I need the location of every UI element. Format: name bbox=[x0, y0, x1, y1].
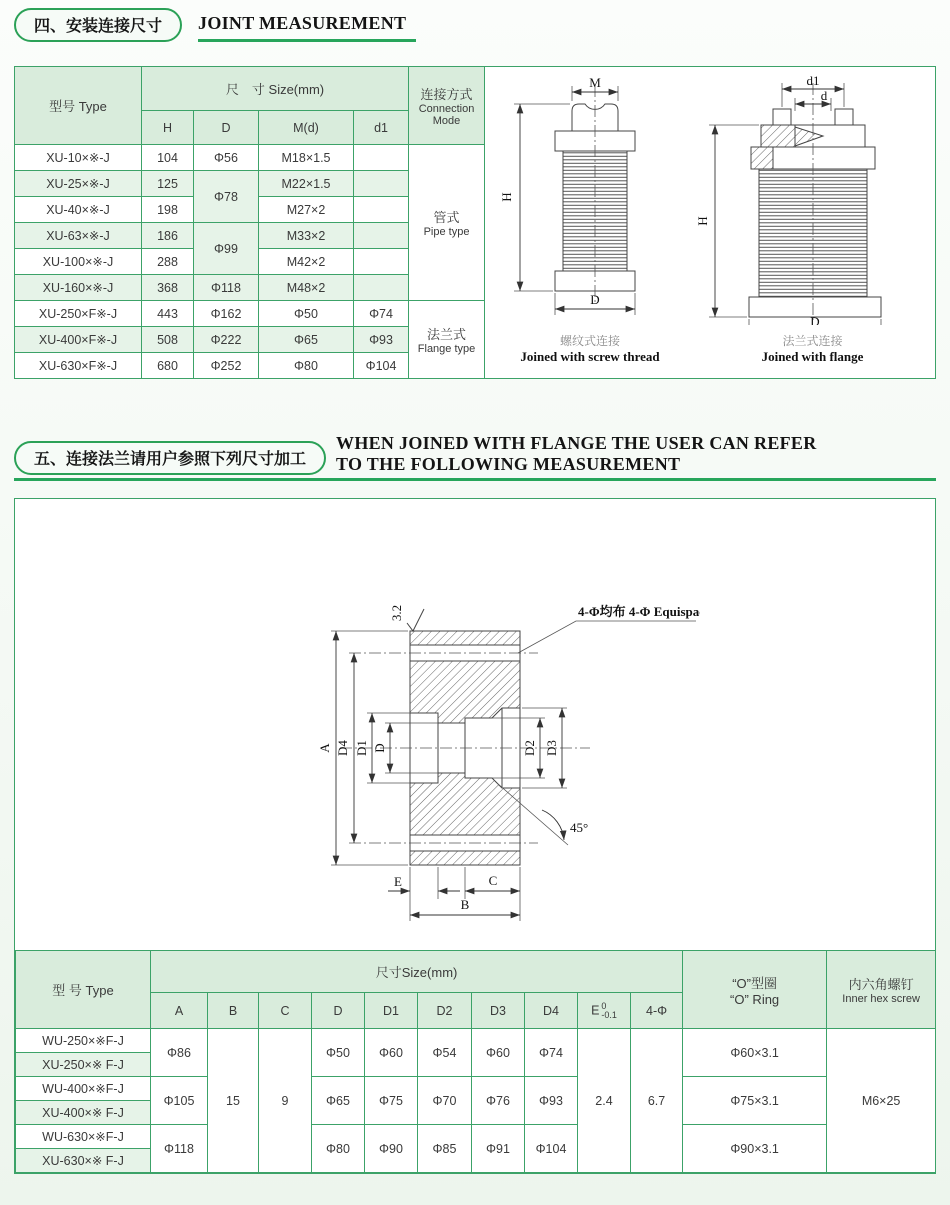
section5-header bbox=[14, 433, 936, 481]
col-header-d: D bbox=[194, 111, 259, 145]
equispace-label: 4-Φ均布 4-Φ Equispace bbox=[578, 604, 700, 619]
cell-d: Φ99 bbox=[194, 223, 259, 275]
col-header-c: C bbox=[259, 993, 312, 1029]
cell-d1 bbox=[354, 223, 409, 249]
col-header-type: 型号 Type bbox=[15, 67, 142, 145]
cell-md: M42×2 bbox=[259, 249, 354, 275]
flange-type-zh: 法兰式 bbox=[427, 327, 467, 342]
flange-connection-drawing bbox=[695, 75, 930, 325]
cell-d: Φ80 bbox=[312, 1125, 365, 1173]
cell-b: 15 bbox=[208, 1029, 259, 1173]
cell-md: Φ80 bbox=[259, 353, 354, 379]
cell-d4: Φ93 bbox=[525, 1077, 578, 1125]
screw-connection-figure bbox=[490, 75, 690, 365]
cell-d: Φ162 bbox=[194, 301, 259, 327]
cell-h: 125 bbox=[142, 171, 194, 197]
cell-h: 104 bbox=[142, 145, 194, 171]
cell-oring: Φ60×3.1 bbox=[683, 1029, 827, 1077]
cell-h: 508 bbox=[142, 327, 194, 353]
connection-drawings-panel bbox=[485, 66, 936, 379]
flange-type-en: Flange type bbox=[417, 343, 476, 355]
joint-measurement-panel bbox=[14, 66, 936, 379]
flange-measurement-table bbox=[15, 950, 936, 1173]
col-header-d2: D2 bbox=[418, 993, 472, 1029]
cell-md: M33×2 bbox=[259, 223, 354, 249]
cell-d1 bbox=[354, 197, 409, 223]
pipe-type-en: Pipe type bbox=[423, 226, 470, 238]
cell-d1: Φ93 bbox=[354, 327, 409, 353]
cell-oring: Φ75×3.1 bbox=[683, 1077, 827, 1125]
cell-type: WU-630×※F-J bbox=[16, 1125, 151, 1149]
section4-pill: 四、安装连接尺寸 bbox=[14, 8, 182, 42]
cell-connection-flange bbox=[409, 301, 485, 379]
flange-measurement-panel bbox=[14, 498, 936, 1174]
col-header-d1: D1 bbox=[365, 993, 418, 1029]
col-header-md: M(d) bbox=[259, 111, 354, 145]
dim-label-b: B bbox=[460, 897, 470, 912]
cell-d2: Φ54 bbox=[418, 1029, 472, 1077]
section5-title-line1: WHEN JOINED WITH FLANGE THE USER CAN REFER bbox=[336, 433, 817, 453]
cell-d1: Φ90 bbox=[365, 1125, 418, 1173]
cell-type: XU-250×※ F-J bbox=[16, 1053, 151, 1077]
table-row bbox=[16, 1125, 936, 1149]
col-header-4phi: 4-Φ bbox=[631, 993, 683, 1029]
col-header-connection bbox=[409, 67, 485, 145]
cell-type: XU-160×※-J bbox=[15, 275, 142, 301]
cell-md: M22×1.5 bbox=[259, 171, 354, 197]
dim-label-d1: D1 bbox=[354, 740, 369, 756]
cell-d: Φ222 bbox=[194, 327, 259, 353]
cell-d1 bbox=[354, 275, 409, 301]
pipe-type-zh: 管式 bbox=[433, 210, 460, 225]
dim-label-d4: D4 bbox=[335, 740, 350, 756]
oring-header-en: “O” Ring bbox=[730, 991, 780, 1007]
cell-h: 198 bbox=[142, 197, 194, 223]
hex-header-en: Inner hex screw bbox=[842, 993, 920, 1005]
cell-oring: Φ90×3.1 bbox=[683, 1125, 827, 1173]
section5-pill: 五、连接法兰请用户参照下列尺寸加工 bbox=[14, 441, 326, 475]
cell-type: XU-250×F※-J bbox=[15, 301, 142, 327]
cell-a: Φ105 bbox=[151, 1077, 208, 1125]
roughness-label: 3.2 bbox=[389, 604, 404, 622]
col-header-size: 尺 寸 Size(mm) bbox=[142, 67, 409, 111]
dim-label-d: D bbox=[372, 743, 387, 753]
flange-section-drawing bbox=[140, 583, 700, 928]
cell-h: 288 bbox=[142, 249, 194, 275]
table-row bbox=[15, 301, 485, 327]
dim-label-m: M bbox=[589, 75, 601, 90]
dim-label-h: H bbox=[695, 216, 710, 226]
table-row bbox=[15, 145, 485, 171]
cell-4phi: 6.7 bbox=[631, 1029, 683, 1173]
cell-d4: Φ104 bbox=[525, 1125, 578, 1173]
cell-type: XU-100×※-J bbox=[15, 249, 142, 275]
cell-type: XU-40×※-J bbox=[15, 197, 142, 223]
cell-connection-pipe bbox=[409, 145, 485, 301]
cell-hex: M6×25 bbox=[827, 1029, 936, 1173]
dim-label-d: d bbox=[820, 88, 828, 103]
table-row bbox=[16, 1029, 936, 1053]
flange-connection-figure bbox=[695, 75, 930, 365]
cell-a: Φ118 bbox=[151, 1125, 208, 1173]
connection-header-en: Connection Mode bbox=[418, 103, 475, 127]
cell-md: M48×2 bbox=[259, 275, 354, 301]
screw-caption-zh: 螺纹式连接 bbox=[560, 334, 621, 348]
dim-label-h: H bbox=[499, 192, 515, 202]
cell-d2: Φ85 bbox=[418, 1125, 472, 1173]
cell-d1 bbox=[354, 249, 409, 275]
cell-d1: Φ60 bbox=[365, 1029, 418, 1077]
section5-title bbox=[336, 433, 817, 475]
cell-e: 2.4 bbox=[578, 1029, 631, 1173]
col-header-b: B bbox=[208, 993, 259, 1029]
cell-md: Φ50 bbox=[259, 301, 354, 327]
cell-type: WU-400×※F-J bbox=[16, 1077, 151, 1101]
cell-h: 680 bbox=[142, 353, 194, 379]
screw-caption-en: Joined with screw thread bbox=[520, 349, 660, 364]
cell-d1 bbox=[354, 171, 409, 197]
cell-type: XU-630×※ F-J bbox=[16, 1149, 151, 1173]
col-header-d3: D3 bbox=[472, 993, 525, 1029]
cell-type: XU-25×※-J bbox=[15, 171, 142, 197]
dim-label-a: A bbox=[317, 743, 332, 753]
cell-d1: Φ74 bbox=[354, 301, 409, 327]
section4-header bbox=[14, 8, 936, 42]
flange-caption-zh: 法兰式连接 bbox=[782, 334, 843, 348]
hex-header-zh: 内六角螺钉 bbox=[848, 977, 914, 992]
dim-label-c: C bbox=[488, 873, 498, 888]
joint-measurement-table bbox=[14, 66, 485, 379]
dim-label-d3: D3 bbox=[544, 740, 559, 756]
col-header-hex bbox=[827, 951, 936, 1029]
oring-header-zh: “O”型圈 bbox=[732, 975, 777, 991]
flange-caption-en: Joined with flange bbox=[761, 349, 864, 364]
cell-d3: Φ60 bbox=[472, 1029, 525, 1077]
cell-d: Φ78 bbox=[194, 171, 259, 223]
flange-section-figure bbox=[140, 583, 935, 933]
cell-d1: Φ104 bbox=[354, 353, 409, 379]
table-row bbox=[16, 1077, 936, 1101]
cell-d3: Φ76 bbox=[472, 1077, 525, 1125]
cell-d: Φ56 bbox=[194, 145, 259, 171]
cell-d: Φ252 bbox=[194, 353, 259, 379]
cell-d: Φ50 bbox=[312, 1029, 365, 1077]
section4-title: JOINT MEASUREMENT bbox=[198, 13, 416, 42]
cell-d4: Φ74 bbox=[525, 1029, 578, 1077]
cell-d: Φ65 bbox=[312, 1077, 365, 1125]
cell-c: 9 bbox=[259, 1029, 312, 1173]
col-header-h: H bbox=[142, 111, 194, 145]
col-header-e: E 0 -0.1 bbox=[578, 993, 631, 1029]
col-header-a: A bbox=[151, 993, 208, 1029]
dim-label-d1: d1 bbox=[806, 75, 820, 88]
cell-h: 186 bbox=[142, 223, 194, 249]
cell-h: 368 bbox=[142, 275, 194, 301]
cell-md: M27×2 bbox=[259, 197, 354, 223]
col-header-d4: D4 bbox=[525, 993, 578, 1029]
cell-md: M18×1.5 bbox=[259, 145, 354, 171]
cell-type: XU-10×※-J bbox=[15, 145, 142, 171]
cell-md: Φ65 bbox=[259, 327, 354, 353]
connection-header-zh: 连接方式 bbox=[420, 87, 473, 102]
section5-title-line2: TO THE FOLLOWING MEASUREMENT bbox=[336, 454, 681, 474]
cell-d: Φ118 bbox=[194, 275, 259, 301]
cell-type: WU-250×※F-J bbox=[16, 1029, 151, 1053]
chamfer-angle-label: 45° bbox=[570, 820, 589, 835]
cell-d3: Φ91 bbox=[472, 1125, 525, 1173]
col-header-size: 尺寸Size(mm) bbox=[151, 951, 683, 993]
cell-d1 bbox=[354, 145, 409, 171]
col-header-type: 型 号 Type bbox=[16, 951, 151, 1029]
dim-label-dia: D bbox=[810, 314, 820, 325]
cell-type: XU-400×F※-J bbox=[15, 327, 142, 353]
col-header-oring bbox=[683, 951, 827, 1029]
col-header-d1: d1 bbox=[354, 111, 409, 145]
cell-h: 443 bbox=[142, 301, 194, 327]
dim-label-d: D bbox=[590, 292, 600, 307]
cell-type: XU-63×※-J bbox=[15, 223, 142, 249]
cell-a: Φ86 bbox=[151, 1029, 208, 1077]
cell-type: XU-630×F※-J bbox=[15, 353, 142, 379]
dim-label-e: E bbox=[394, 874, 402, 889]
dim-label-d2: D2 bbox=[522, 740, 537, 756]
section5-underline bbox=[14, 478, 936, 481]
cell-type: XU-400×※ F-J bbox=[16, 1101, 151, 1125]
cell-d2: Φ70 bbox=[418, 1077, 472, 1125]
screw-connection-drawing bbox=[490, 75, 690, 325]
cell-d1: Φ75 bbox=[365, 1077, 418, 1125]
col-header-d: D bbox=[312, 993, 365, 1029]
